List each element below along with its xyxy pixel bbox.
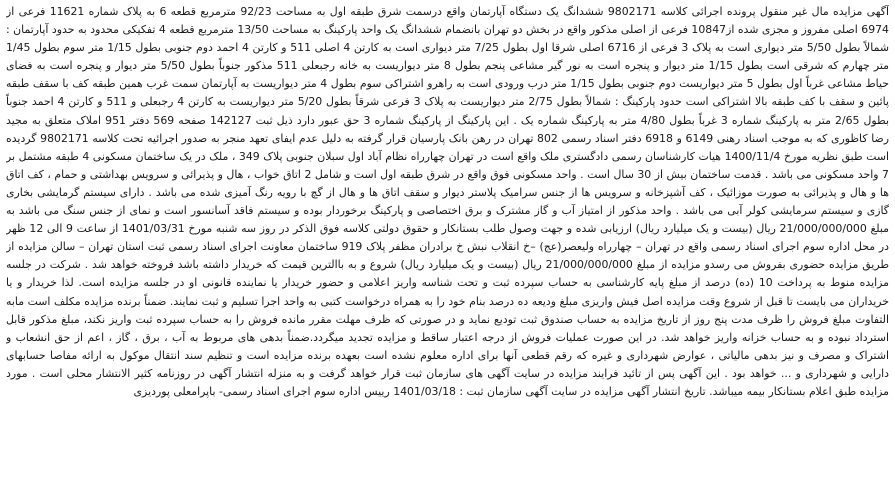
auction-notice-text: آگهی مزایده مال غیر منقول پرونده اجرائی کلاسه 9802171 ششدانگ یک دستگاه آپارتمان واقع درسمت شرق طبقه اول به مساحت 92/23 مترمربع قطعه 6 به پلاک شماره 11621 فرعی از 6974 اصلی مفروز و مجزی شده از10847 فرعی از اصلی مذکور واقع در بخش دو تهران بانضمام ششدانگ یک واحد پارکینگ به مساحت 13/50 مترمربع قطعه 4 تفکیکی محدود به حدود آپارتمان : شمالاً بطول 5/50 متر دیواری است به پلاک 3 فرعی از 6716 اصلی شرقا اول بطول 7/25 متر دیواری است به کارتن 4 اصلی 511 و کارتن 4 احمد دوم جنوبی بطول 1/15 متر سوم بطول 1/45 متر چهارم که شرقی است بطول 1/15 متر دیوار و پنجره است به نور گیر مشاعی پنجم بطول 8 متر دیواریست به خانه رجبعلی 511 مذکور جنوباً بطول 5/50 متر دیوار و پنجره است به فضای حیاط مشاعی غرباً اول بطول 5 متر دیواریست دوم جنوبی بطول 1/15 متر درب ورودی است به راهرو اشتراکی سوم بطول 4 متر دیواریست به آپارتمان سمت غرب همین طبقه کف با سقف طبقه پائین و سقف با کف طبقه بالا اشتراکی است حدود پارکینگ : شمالاً بطول 2/75 متر دیواریست به پلاک 3 فرعی شرقاً بطول 5/20 متر دیواریست به کارتن 4 رجبعلی و 511 و کارتن 4 احمد جنوباً بطول 2/65 متر به پارکینگ شماره 3 غرباً بطول 4/80 متر به پارکینگ شماره یک . این پارکینگ از پارکینگ شماره 3 حق عبور دارد ذیل ثبت 142127 صفحه 569 دفتر 951 املاک متعلق به مجید رضا کاظوری که به موجب اسناد رهنی 6149 و 6918 دفتر اسناد رسمی 802 تهران در رهن بانک پارسیان قرار گرفته به دلیل عدم ایفای تعهد منجر به صدور اجرائیه تحت کلاسه 9802171 گردیده است طبق نظریه مورخ 1400/11/4 هیات کارشناسان رسمی دادگستری ملک واقع است در تهران چهارراه نظام آباد اول سبلان جنوبی پلاک 349 ، ملک در یک ساختمان مسکونی 4 طبقه مشتمل بر 7 واحد مسکونی می باشد . قدمت ساختمان بیش از 30 سال است . واحد مسکونی فوق واقع در شرق طبقه اول است و شامل 2 اتاق خواب ، هال و پذیرائی و سرویس بهداشتی و حمام ، کف اتاق ها و هال و پذیرائی به صورت موزائیک ، کف آشپزخانه و سرویس ها از جنس سرامیک پلاستر دیوار و سقف اتاق ها و هال از گچ با رویه رنگ آمیزی شده می باشد . دارای سیستم گرمایشی بخاری گازی و سیستم سرمایشی کولر آبی می باشد . واحد مذکور از امتیاز آب و گاز مشترک و برق اختصاصی و پارکینگ برخوردار بوده و سیستم فاقد آسانسور است و نمای از جنس سنگ می باشد به مبلغ 21/000/000/000 ریال (بیست و یک میلیارد ریال) ارزیابی شده و جهت وصول طلب بستانکار و حقوق دولتی کلاسه فوق الذکر در روز سه شنبه مورخ 1401/03/31 از ساعت 9 الی 12 ظهر در محل اداره سوم اجرای اسناد رسمی واقع در تهران – چهارراه ولیعصر(عج) –خ انقلاب نبش خ برادران مظفر پلاک 919 ساختمان معاونت اجرای اسناد رسمی ثبت استان تهران – سالن مزایده از طریق مزایده حضوری بفروش می رسدو مزایده از مبلغ 21/000/000/000 ریال (بیست و یک میلیارد ریال) شروع و به باالترین قیمت که خریدار داشته باشد فروخته خواهد شد . شرکت در جلسه مزایده منوط به پرداخت 10 (ده) درصد از مبلغ پایه کارشناسی به حساب سپرده ثبت و تحت شناسه واریز اعلامی و حضور خریدار یا نماینده قانونی او در جلسه مزایده است. لذا خریدار و یا خریداران می بایست تا قبل از شروع وقت مزایده اصل فیش واریزی مبلغ ودیعه ده درصد بنام خود را به همراه درخواست کتبی به واحد اجرا تسلیم و ثبت نمایند. ضمناً برنده مزایده مکلف است مابه التفاوت مبلغ فروش را ظرف مدت پنج روز از تاریخ مزایده به حساب صندوق ثبت تودیع نماید و در صورتی که ظرف مهلت مقرر مانده فروش را به حساب سپرده ثبت واریز نکند، مبلغ مذکور قابل استرداد نبوده و به حساب خزانه واریز خواهد شد. در این صورت عملیات فروش از درجه اعتبار ساقط و مزایده تجدید میگردد.ضمناً بدهی های مربوط به آب ، برق ، گاز ، اعم از حق انشعاب و اشتراک و مصرف و نیز بدهی مالیاتی ، عوارض شهرداری و غیره که رقم قطعی آنها برای اداره معلوم نشده است بعهده برنده مزایده است و تنظیم سند انتقال موکول به ارائه مفاصا حسابهای دارایی و شهرداری و ... خواهد بود . این آگهی پس از تائید فرایند مزایده در سایت آگهی های سازمان ثبت قرار خواهد گرفت و به منزله انتشار آگهی در روزنامه کثیر الانتشار محلی است . مورد مزایده طبق اعلام بستانکار بیمه میباشد. تاریخ انتشار آگهی مزایده در سایت آگهی سازمان ثبت : 1401/03/18 رییس اداره سوم اجرای اسناد رسمی- باپرامعلی پوردیزی: [6, 5, 889, 398]
